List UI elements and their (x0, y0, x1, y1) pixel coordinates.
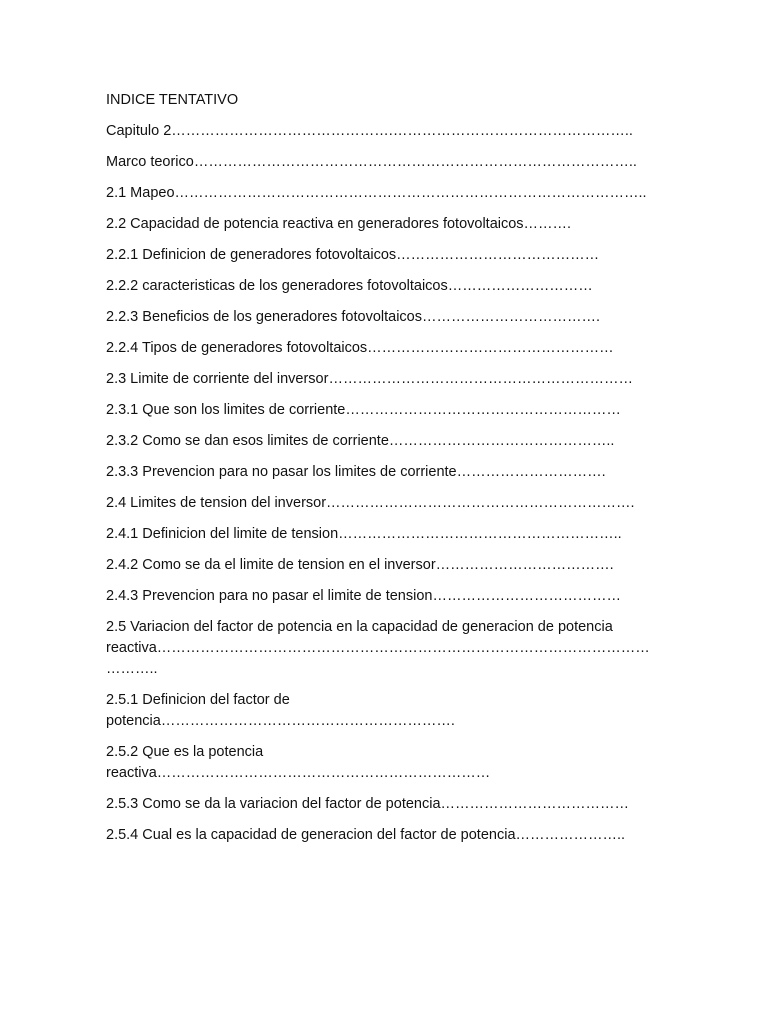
toc-entry: 2.4.2 Como se da el limite de tension en el inversor………………………………. (106, 557, 614, 573)
toc-entry: 2.2.3 Beneficios de los generadores fotovoltaicos………………………………. (106, 309, 601, 325)
document-heading: INDICE TENTATIVO (106, 92, 239, 108)
toc-entry: 2.3.3 Prevencion para no pasar los limites de corriente…………………………. (106, 464, 606, 480)
toc-entry: 2.3.1 Que son los limites de corriente………………………………………………… (106, 402, 621, 418)
toc-entry: 2.4.1 Definicion del limite de tension………………………………………………….. (106, 526, 622, 542)
toc-entry: Marco teorico……………………………………………………………………………….. (106, 154, 637, 170)
toc-entry: 2.2.2 caracteristicas de los generadores fotovoltaicos………………………… (106, 278, 593, 294)
toc-entry: 2.4.3 Prevencion para no pasar el limite de tension………………………………… (106, 588, 621, 604)
toc-entry: 2.5.1 Definicion del factor de potencia……………………………………………………. (106, 692, 455, 729)
toc-entry: 2.5 Variacion del factor de potencia en la capacidad de generacion de potencia reactiva………………………………………………………………………………………… ……….. (106, 619, 650, 677)
toc-entry: 2.2.4 Tipos de generadores fotovoltaicos…………………………………………… (106, 340, 614, 356)
toc-entry: Capitulo 2……………………………………….………………………………………….. (106, 123, 633, 139)
toc-entry: 2.2 Capacidad de potencia reactiva en generadores fotovoltaicos………. (106, 216, 572, 232)
toc-entry: 2.3 Limite de corriente del inversor……………………………………………………… (106, 371, 633, 387)
toc-entry: 2.2.1 Definicion de generadores fotovoltaicos…………………………………… (106, 247, 600, 263)
toc-entry: 2.1 Mapeo…………………………………………………………………………………….. (106, 185, 647, 201)
toc-entry: 2.3.2 Como se dan esos limites de corriente……………………………………….. (106, 433, 615, 449)
toc-entry: 2.4 Limites de tension del inversor………………………………………………………. (106, 495, 635, 511)
toc-entry: 2.5.3 Como se da la variacion del factor de potencia………………………………… (106, 796, 630, 812)
toc-entry: 2.5.4 Cual es la capacidad de generacion del factor de potencia………………….. (106, 827, 626, 843)
table-of-contents (106, 90, 661, 856)
toc-entry: 2.5.2 Que es la potencia reactiva…………………………………………………………… (106, 744, 491, 781)
